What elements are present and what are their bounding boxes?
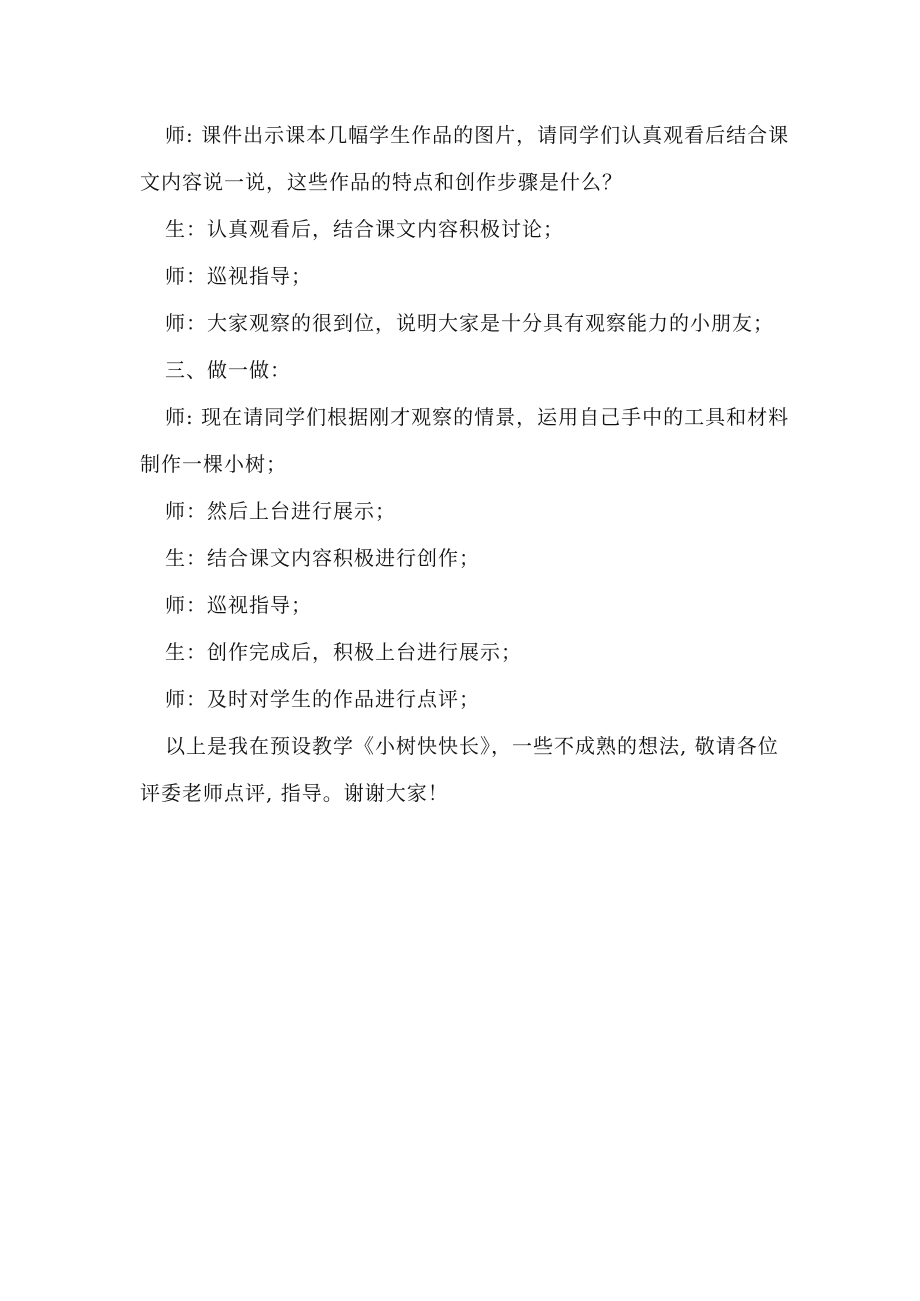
document-body — [140, 112, 790, 817]
paragraph-teacher-guide-1: 师：巡视指导； — [165, 264, 312, 288]
paragraph-student-create: 生：结合课文内容积极进行创作； — [165, 546, 480, 570]
section-heading-do-it: 三、做一做： — [165, 358, 291, 382]
paragraph-teacher-praise: 师：大家观察的很到位，说明大家是十分具有观察能力的小朋友； — [165, 311, 774, 335]
paragraph-closing: 以上是我在预设教学《小树快快长》，一些不成熟的想法, 敬请各位评委老师点评, 指导。谢谢大家！ — [140, 734, 779, 805]
paragraph-teacher-review: 师：及时对学生的作品进行点评； — [165, 687, 480, 711]
paragraph-teacher-make-tree: 师: 现在请同学们根据刚才观察的情景，运用自己手中的工具和材料制作一棵小树； — [140, 405, 790, 476]
paragraph-teacher-present: 师：然后上台进行展示； — [165, 499, 396, 523]
paragraph-student-discuss: 生：认真观看后，结合课文内容积极讨论； — [165, 217, 564, 241]
paragraph-student-present: 生：创作完成后，积极上台进行展示； — [165, 640, 522, 664]
paragraph-teacher-show-works: 师: 课件出示课本几幅学生作品的图片，请同学们认真观看后结合课文内容说一说，这些作品的特点和创作步骤是什么？ — [140, 123, 790, 194]
paragraph-teacher-guide-2: 师：巡视指导； — [165, 593, 312, 617]
